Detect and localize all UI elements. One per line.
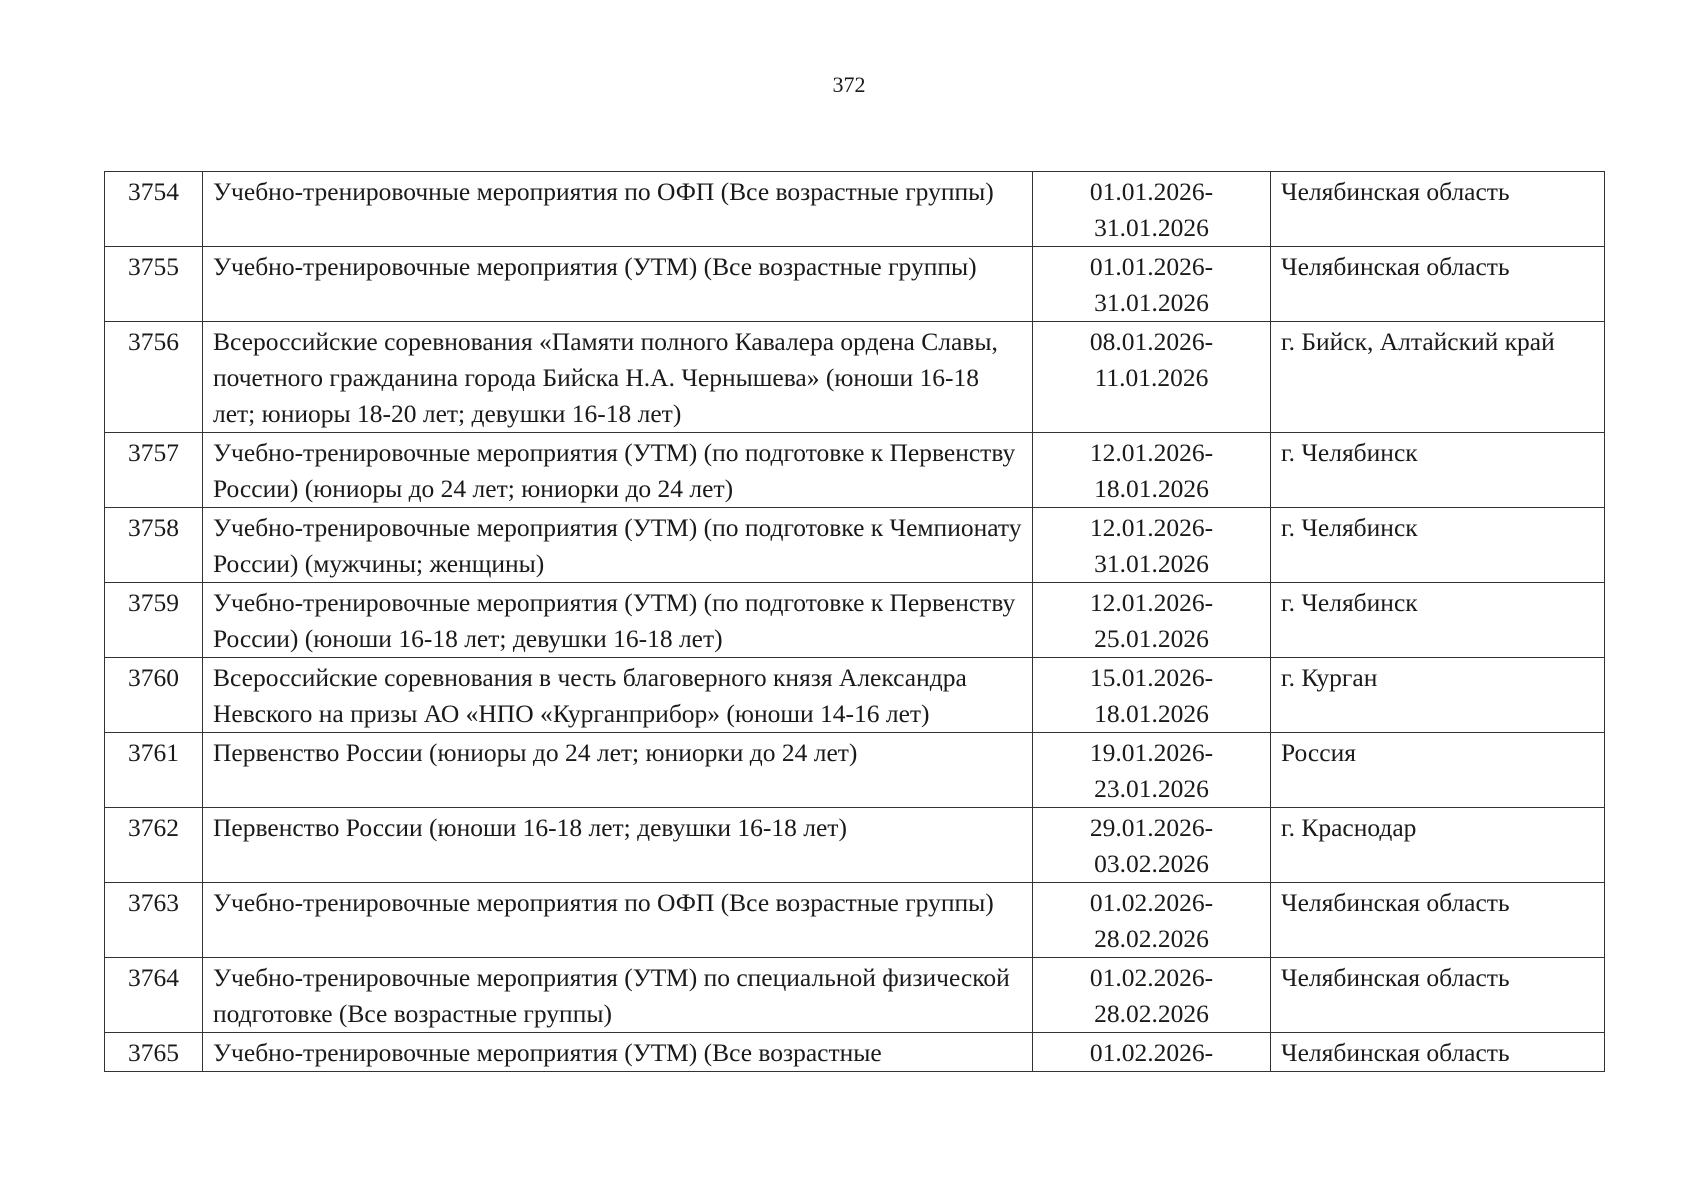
event-dates: [1033, 322, 1271, 433]
event-dates: [1033, 808, 1271, 883]
row-number: 3764: [105, 958, 203, 1033]
date-start: 19.01.2026-: [1089, 738, 1214, 767]
event-name: Учебно-тренировочные мероприятия по ОФП (Все возрастные группы): [203, 883, 1033, 958]
event-dates: [1033, 433, 1271, 508]
event-name: Первенство России (юниоры до 24 лет; юниорки до 24 лет): [203, 733, 1033, 808]
row-number: 3760: [105, 658, 203, 733]
date-end: 18.01.2026: [1094, 474, 1209, 503]
event-name: Учебно-тренировочные мероприятия (УТМ) (по подготовке к Чемпионату России) (мужчины; женщины): [203, 508, 1033, 583]
event-place: Челябинская область: [1271, 172, 1605, 247]
event-name: Учебно-тренировочные мероприятия (УТМ) (Все возрастные: [203, 1033, 1033, 1072]
event-place: Челябинская область: [1271, 1033, 1605, 1072]
row-number: 3758: [105, 508, 203, 583]
event-place: г. Челябинск: [1271, 583, 1605, 658]
date-start: 29.01.2026-: [1089, 813, 1214, 842]
row-number: 3762: [105, 808, 203, 883]
events-table-body: [105, 172, 1605, 1072]
event-dates: [1033, 883, 1271, 958]
table-row: [105, 247, 1605, 322]
date-start: 12.01.2026-: [1089, 588, 1214, 617]
event-name: Учебно-тренировочные мероприятия (УТМ) (по подготовке к Первенству России) (юниоры до 24 лет; юниорки до 24 лет): [203, 433, 1033, 508]
date-end: 31.01.2026: [1094, 213, 1209, 242]
row-number: 3765: [105, 1033, 203, 1072]
row-number: 3754: [105, 172, 203, 247]
event-name: Первенство России (юноши 16-18 лет; девушки 16-18 лет): [203, 808, 1033, 883]
event-name: Всероссийские соревнования «Памяти полного Кавалера ордена Славы, почетного гражданина города Бийска Н.А. Чернышева» (юноши 16-18 лет; юниоры 18-20 лет; девушки 16-18 лет): [203, 322, 1033, 433]
date-start: 08.01.2026-: [1089, 327, 1214, 356]
table-row: [105, 172, 1605, 247]
event-dates: [1033, 172, 1271, 247]
date-end: 18.01.2026: [1094, 699, 1209, 728]
event-dates: [1033, 508, 1271, 583]
row-number: 3756: [105, 322, 203, 433]
event-place: г. Челябинск: [1271, 508, 1605, 583]
row-number: 3761: [105, 733, 203, 808]
table-row: [105, 322, 1605, 433]
table-row: [105, 733, 1605, 808]
event-name: Учебно-тренировочные мероприятия (УТМ) по специальной физической подготовке (Все возрастные группы): [203, 958, 1033, 1033]
event-name: Учебно-тренировочные мероприятия (УТМ) (Все возрастные группы): [203, 247, 1033, 322]
event-dates: [1033, 247, 1271, 322]
date-start: 01.02.2026-: [1089, 963, 1214, 992]
table-row: [105, 508, 1605, 583]
event-dates: [1033, 958, 1271, 1033]
date-start: 01.02.2026-: [1089, 888, 1214, 917]
date-start: 01.02.2026-: [1089, 1038, 1214, 1067]
event-dates: [1033, 1033, 1271, 1072]
event-place: г. Краснодар: [1271, 808, 1605, 883]
row-number: 3759: [105, 583, 203, 658]
event-place: г. Бийск, Алтайский край: [1271, 322, 1605, 433]
event-place: г. Челябинск: [1271, 433, 1605, 508]
date-end: 25.01.2026: [1094, 624, 1209, 653]
table-row: [105, 883, 1605, 958]
table-row: [105, 658, 1605, 733]
row-number: 3757: [105, 433, 203, 508]
event-dates: [1033, 583, 1271, 658]
date-start: 12.01.2026-: [1089, 438, 1214, 467]
table-row: [105, 958, 1605, 1033]
date-start: 01.01.2026-: [1089, 177, 1214, 206]
event-dates: [1033, 733, 1271, 808]
table-row: [105, 1033, 1605, 1072]
row-number: 3763: [105, 883, 203, 958]
event-name: Всероссийские соревнования в честь благоверного князя Александра Невского на призы АО «НПО «Курганприбор» (юноши 14-16 лет): [203, 658, 1033, 733]
date-end: 11.01.2026: [1094, 363, 1209, 392]
event-dates: [1033, 658, 1271, 733]
event-place: Челябинская область: [1271, 883, 1605, 958]
event-place: г. Курган: [1271, 658, 1605, 733]
date-end: 23.01.2026: [1094, 774, 1209, 803]
table-row: [105, 433, 1605, 508]
page-number: 372: [832, 72, 866, 97]
date-end: 28.02.2026: [1094, 924, 1209, 953]
event-place: Челябинская область: [1271, 958, 1605, 1033]
date-end: 31.01.2026: [1094, 549, 1209, 578]
table-row: [105, 808, 1605, 883]
date-start: 15.01.2026-: [1089, 663, 1214, 692]
event-name: Учебно-тренировочные мероприятия по ОФП (Все возрастные группы): [203, 172, 1033, 247]
events-table: [104, 171, 1605, 1072]
event-name: Учебно-тренировочные мероприятия (УТМ) (по подготовке к Первенству России) (юноши 16-18 лет; девушки 16-18 лет): [203, 583, 1033, 658]
date-end: 31.01.2026: [1094, 288, 1209, 317]
date-end: 28.02.2026: [1094, 999, 1209, 1028]
table-row: [105, 583, 1605, 658]
date-end: 03.02.2026: [1094, 849, 1209, 878]
row-number: 3755: [105, 247, 203, 322]
date-start: 12.01.2026-: [1089, 513, 1214, 542]
event-place: Россия: [1271, 733, 1605, 808]
event-place: Челябинская область: [1271, 247, 1605, 322]
date-start: 01.01.2026-: [1089, 252, 1214, 281]
